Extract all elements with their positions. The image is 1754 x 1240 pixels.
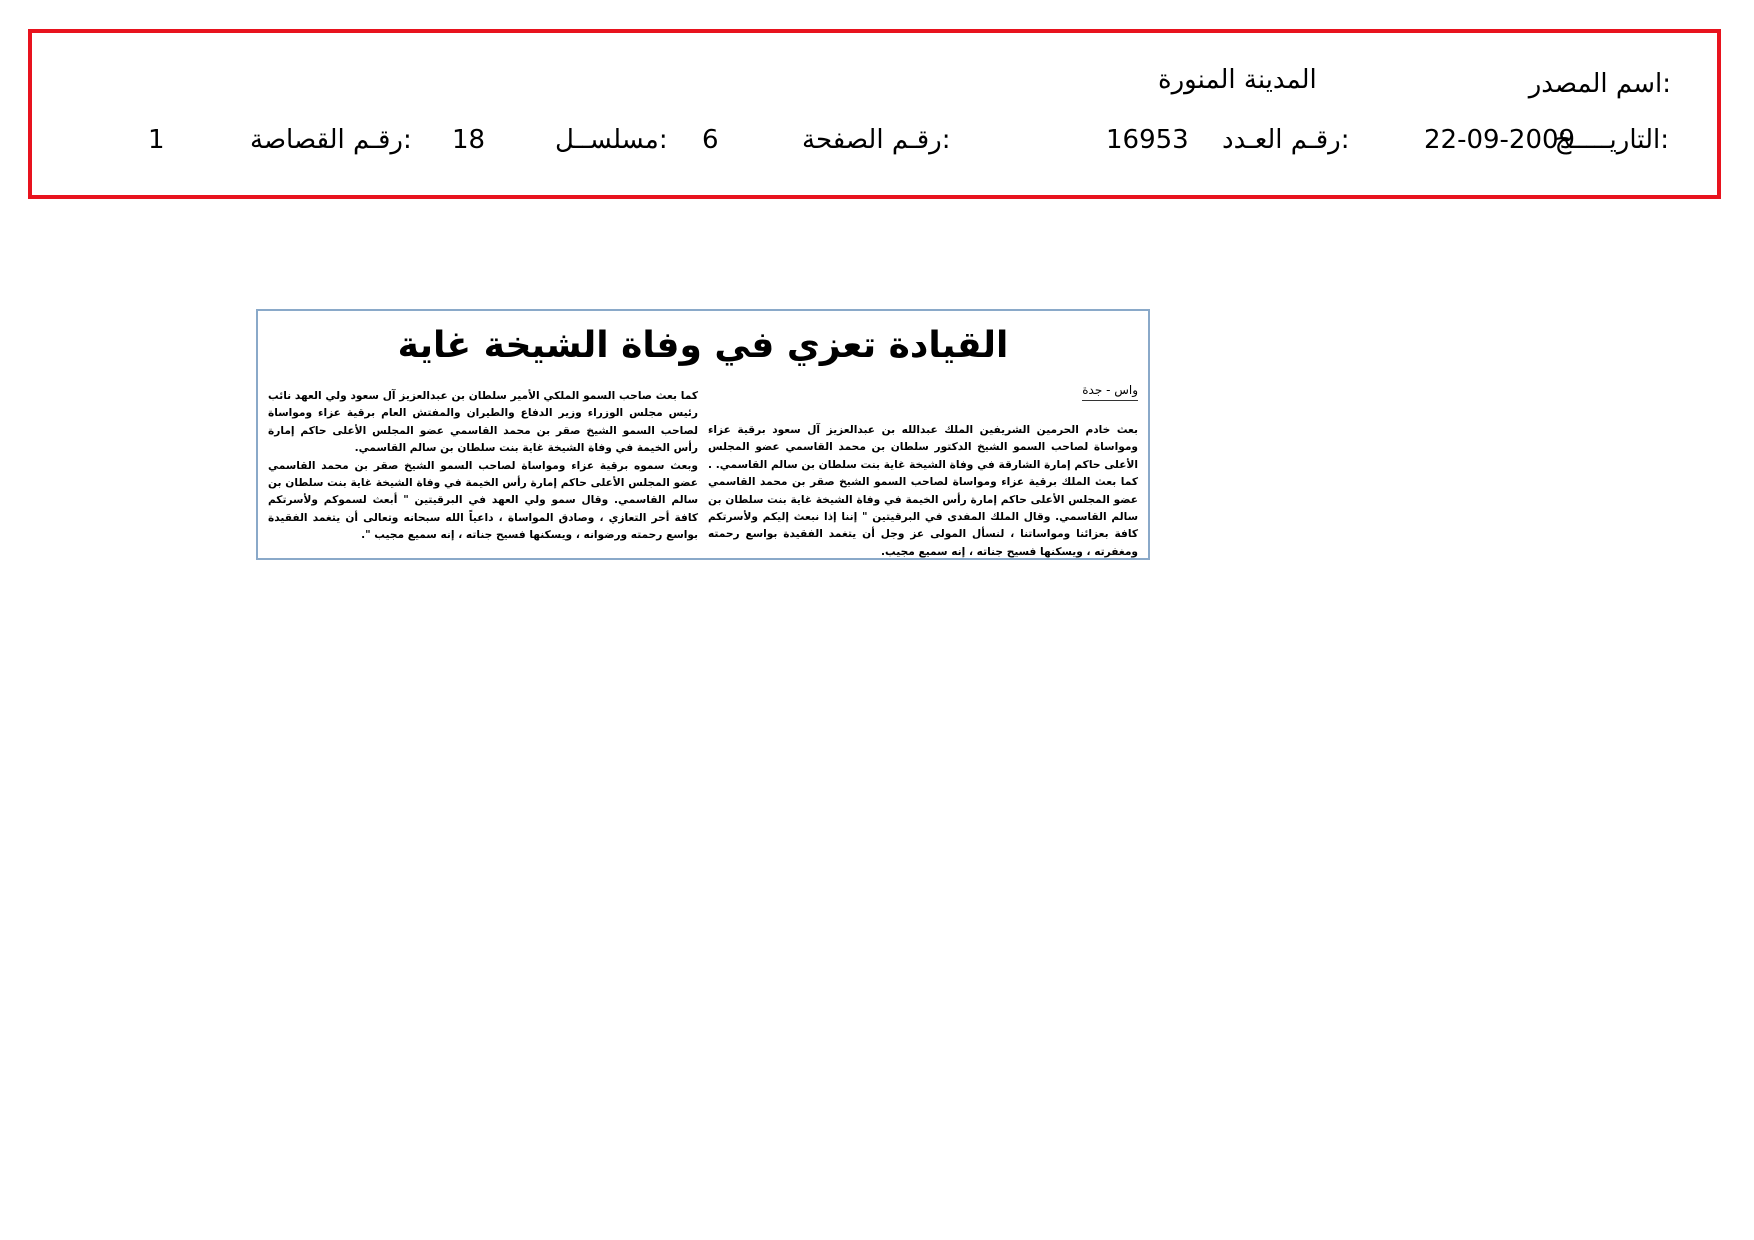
article-headline: القيادة تعزي في وفاة الشيخة غاية	[397, 325, 1009, 366]
source-label: اسم المصدر:	[1528, 69, 1671, 99]
newspaper-clipping	[256, 309, 1150, 560]
source-value: المدينة المنورة	[1158, 65, 1317, 95]
article-column-right	[708, 422, 1138, 560]
serial-label: مسلســل:	[555, 125, 668, 155]
page-label: رقـم الصفحة:	[802, 125, 951, 155]
article-byline: واس - جدة	[1082, 383, 1138, 401]
clip-number-label: رقـم القصاصة:	[250, 125, 412, 155]
issue-label: رقـم العـدد:	[1222, 125, 1350, 155]
article-column-left	[268, 388, 698, 545]
paragraph: كما بعث صاحب السمو الملكي الأمير سلطان بن عبدالعزيز آل سعود ولي العهد نائب رئيس مجلس الوزراء وزير الدفاع والطيران والمفتش العام برقية عزاء ومواساة لصاحب السمو الشيخ صقر بن محمد القاسمي عضو المجلس الأعلى حاكم إمارة رأس الخيمة في وفاة الشيخة غاية بنت سلطان بن سالم القاسمي.	[268, 390, 698, 455]
serial-value: 18	[452, 125, 486, 155]
date-value: 22-09-2009	[1424, 125, 1576, 155]
paragraph: بعث خادم الحرمين الشريفين الملك عبدالله بن عبدالعزيز آل سعود برقية عزاء ومواساة لصاحب السمو الشيخ الدكتور سلطان بن محمد القاسمي عضو المجلس الأعلى حاكم إمارة الشارقة في وفاة الشيخة غاية بنت سلطان بن سالم القاسمي. . كما بعث الملك برقية عزاء ومواساة لصاحب السمو الشيخ صقر بن محمد القاسمي عضو المجلس الأعلى حاكم إمارة رأس الخيمة في وفاة الشيخة غاية بنت سلطان بن سالم القاسمي. وقال الملك المفدى في البرقيتين " إننا إذا نبعث إليكم ولأسرتكم كافة بعزائنا ومواساتنا ، لنسأل المولى عز وجل أن يتغمد الفقيدة بواسع رحمته ومغفرته ، ويسكنها فسيح جناته ، إنه سميع مجيب.	[708, 424, 1138, 558]
clipping-info-header	[28, 29, 1721, 199]
page-value: 6	[702, 125, 719, 155]
issue-value: 16953	[1106, 125, 1189, 155]
clip-number-value: 1	[148, 125, 165, 155]
date-label: التاريـــــخ:	[1554, 125, 1669, 155]
paragraph: وبعث سموه برقية عزاء ومواساة لصاحب السمو الشيخ صقر بن محمد القاسمي عضو المجلس الأعلى حاكم إمارة رأس الخيمة في وفاة الشيخة غاية بنت سلطان بن سالم القاسمي. وقال سمو ولي العهد في البرقيتين " أبعث لسموكم ولأسرتكم كافة أحر التعازي ، وصادق المواساة ، داعياً الله سبحانه وتعالى أن يتغمد الفقيدة بواسع رحمته ورضوانه ، ويسكنها فسيح جناته ، إنه سميع مجيب ".	[268, 459, 698, 542]
